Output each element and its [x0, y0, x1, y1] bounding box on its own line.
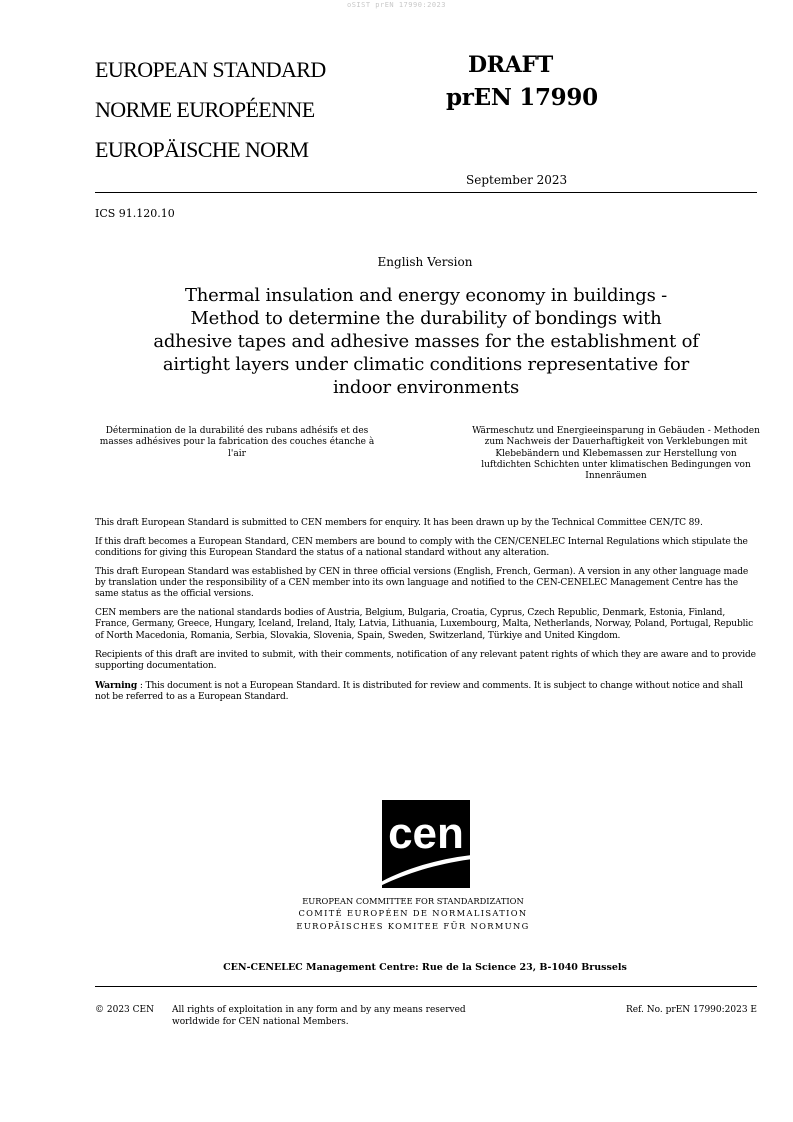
- title-french: Détermination de la durabilité des rubans adhésifs et des masses adhésives pour la fabrication des couches étanche à l'air: [99, 426, 375, 459]
- committee-name-de: EUROPÄISCHES KOMITEE FÜR NORMUNG: [296, 920, 530, 931]
- warning-label: Warning: [95, 679, 138, 691]
- management-centre-address: CEN-CENELEC Management Centre: Rue de la Science 23, B-1040 Brussels: [223, 962, 627, 973]
- standard-name-en: EUROPEAN STANDARD: [95, 57, 326, 82]
- committee-name-en: EUROPEAN COMMITTEE FOR STANDARDIZATION: [302, 896, 524, 906]
- warning-paragraph: [95, 680, 760, 703]
- rights-line-2: worldwide for CEN national Members.: [172, 1017, 349, 1027]
- standard-name-fr: NORME EUROPÉENNE: [95, 97, 315, 122]
- committee-names: [0, 895, 793, 932]
- notice-paragraph: If this draft becomes a European Standard, CEN members are bound to comply with the CEN/CENELEC Internal Regulations which stipulate the conditions for giving this European Standard the status of a national standard without any alteration.: [95, 536, 748, 559]
- rights-statement: [172, 1004, 466, 1028]
- committee-name-fr: COMITÉ EUROPÉEN DE NORMALISATION: [298, 908, 528, 919]
- notice-paragraph: CEN members are the national standards bodies of Austria, Belgium, Bulgaria, Croatia, Cyprus, Czech Republic, Denmark, Estonia, Finland, France, Germany, Greece, Hungary, Iceland, Ireland, Italy, Latvia, Lithuania, Luxembourg, Malta, Netherlands, Norway, Poland, Portugal, Republic of North Macedonia, Romania, Serbia, Slovakia, Slovenia, Spain, Sweden, Switzerland, Türkiye and United Kingdom.: [95, 608, 754, 641]
- warning-text: : This document is not a European Standard. It is distributed for review and comments. It is subject to change without notice and shall not be referred to as a European Standard.: [95, 680, 743, 702]
- cen-logo: [382, 800, 470, 888]
- publication-date: September 2023: [466, 173, 568, 187]
- watermark: oSIST prEN 17990:2023: [346, 1, 446, 9]
- standard-name-de: EUROPÄISCHE NORM: [95, 137, 309, 162]
- header-rule: [95, 192, 757, 193]
- document-number: prEN 17990: [446, 84, 598, 111]
- ics-code: ICS 91.120.10: [95, 207, 175, 220]
- copyright: © 2023 CEN: [95, 1005, 154, 1015]
- document-title: Thermal insulation and energy economy in buildings - Method to determine the durability of bondings with adhesive tapes and adhesive masses for the establishment of airtight layers under climatic conditions representative for indoor environments: [153, 285, 699, 398]
- version-label: English Version: [377, 255, 473, 269]
- rights-line-1: All rights of exploitation in any form and by any means reserved: [172, 1005, 466, 1015]
- title-german: Wärmeschutz und Energieeinsparung in Gebäuden - Methoden zum Nachweis der Dauerhaftigkeit von Verklebungen mit Klebebändern und Klebemassen zur Herstellung von luftdichten Schichten unter klimatischen Bedingungen von Innenräumen: [472, 426, 760, 482]
- notice-paragraph: Recipients of this draft are invited to submit, with their comments, notification of any relevant patent rights of which they are aware and to provide supporting documentation.: [95, 649, 756, 671]
- notice-paragraphs: [95, 518, 760, 711]
- footer-rule: [95, 986, 757, 987]
- notice-paragraph: This draft European Standard was established by CEN in three official versions (English, French, German). A version in any other language made by translation under the responsibility of a CEN member into its own language and notified to the CEN-CENELEC Management Centre has the same status as the official versions.: [95, 566, 749, 600]
- notice-paragraph: This draft European Standard is submitted to CEN members for enquiry. It has been drawn up by the Technical Committee CEN/TC 89.: [95, 518, 703, 528]
- reference-number: Ref. No. prEN 17990:2023 E: [625, 1005, 757, 1015]
- draft-label: DRAFT: [468, 52, 553, 78]
- cen-logo-text: cen: [388, 809, 464, 858]
